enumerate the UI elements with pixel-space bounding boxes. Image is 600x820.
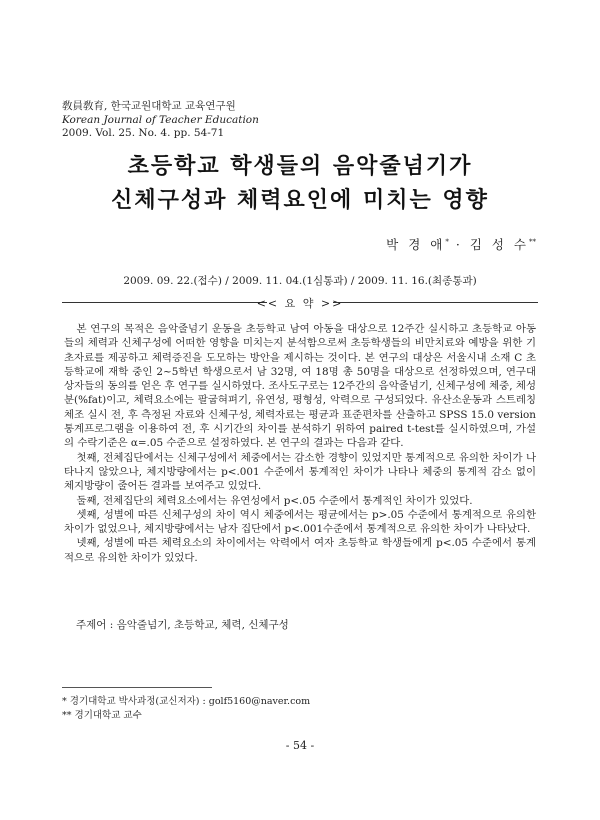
paper-title bbox=[0, 150, 600, 218]
title-line-2: 신체구성과 체력요인에 미치는 영향 bbox=[111, 188, 489, 213]
keywords: 주제어 : 음악줄넘기, 초등학교, 체력, 신체구성 bbox=[76, 619, 289, 631]
abstract-paragraph-4: 셋째, 성별에 따른 신체구성의 차이 역시 체중에서는 평균에서는 p>.05 수준에서 통계적으로 유의한 차이가 없었으나, 체지방량에서는 남자 집단에서 p<.001수준에서 통계적으로 유의한 차이가 나타났다. bbox=[64, 508, 536, 536]
footnote-1: * 경기대학교 박사과정(교신저자) : golf5160@naver.com bbox=[62, 696, 311, 707]
footnote-rule bbox=[62, 687, 212, 688]
abstract-body bbox=[64, 322, 536, 565]
authors bbox=[386, 235, 536, 253]
journal-volume: 2009. Vol. 25. No. 4. pp. 54-71 bbox=[62, 127, 225, 139]
author-1-mark: * bbox=[445, 237, 449, 246]
title-line-1: 초등학교 학생들의 음악줄넘기가 bbox=[127, 154, 473, 179]
journal-name-korean: 敎員敎育, 한국교원대학교 교육연구원 bbox=[62, 100, 236, 112]
abstract-label: << 요 약 >> bbox=[256, 297, 344, 310]
abstract-paragraph-3: 둘째, 전체집단의 체력요소에서는 유연성에서 p<.05 수준에서 통계적인 차이가 있었다. bbox=[76, 494, 473, 507]
abstract-paragraph-5: 넷째, 성별에 따른 체력요소의 차이에서는 악력에서 여자 초등학교 학생들에게 p<.05 수준에서 통계적으로 유의한 차이가 있었다. bbox=[64, 537, 536, 564]
abstract-header bbox=[62, 295, 538, 309]
submission-dates: 2009. 09. 22.(접수) / 2009. 11. 04.(1심통과) / 2009. 11. 16.(최종통과) bbox=[123, 275, 477, 287]
footnotes bbox=[62, 695, 310, 723]
page-number: - 54 - bbox=[285, 739, 315, 752]
author-separator: · bbox=[455, 237, 463, 252]
author-2: 김 성 수 bbox=[469, 237, 529, 252]
abstract-paragraph-2: 첫째, 전체집단에서는 신체구성에서 체중에서는 감소한 경향이 있었지만 통계적으로 유의한 차이가 나타나지 않았으나, 체지방량에서는 p<.001 수준에서 통계적인 차이가 나타나 체중의 통계적 감소 없이 체지방량이 줄어든 결과를 보여주고 있었다. bbox=[64, 451, 536, 493]
abstract-paragraph-1: 본 연구의 목적은 음악줄넘기 운동을 초등학교 남여 아동을 대상으로 12주간 실시하고 초등학교 아동들의 체력과 신체구성에 어떠한 영향을 미치는지 분석함으로써 초등학생들의 비만치료와 예방을 위한 기초자료를 제공하고 체력증진을 도모하는 방안을 제시하는 것이다. 본 연구의 대상은 서울시내 소재 C 초등학교에 재학 중인 2~5학년 학생으로서 남 32명, 여 18명 총 50명을 대상으로 선정하였으며, 연구대상자들의 동의를 얻은 후 연구를 실시하였다. 조사도구로는 12주간의 음악줄넘기, 신체구성에 체중, 체성분(%fat)이고, 체력요소에는 팔굽혀펴기, 유연성, 평형성, 악력으로 구성되었다. 유산소운동과 스트레칭 체조 실시 전, 후 측정된 자료와 신체구성, 체력자료는 평균과 표준편차를 산출하고 SPSS 15.0 version 통계프로그램을 이용하여 전, 후 시기간의 차이를 분석하기 위하여 paired t-test를 실시하였으며, 가설의 수락기준은 α=.05 수준으로 설정하였다. 본 연구의 결과는 다음과 같다. bbox=[64, 323, 537, 450]
author-2-mark: ** bbox=[529, 237, 536, 246]
author-1: 박 경 애 bbox=[386, 237, 446, 252]
journal-name-english: Korean Journal of Teacher Education bbox=[62, 113, 259, 126]
footnote-2: ** 경기대학교 교수 bbox=[62, 710, 142, 721]
journal-info bbox=[62, 100, 259, 141]
abstract-rule-right bbox=[333, 302, 538, 303]
